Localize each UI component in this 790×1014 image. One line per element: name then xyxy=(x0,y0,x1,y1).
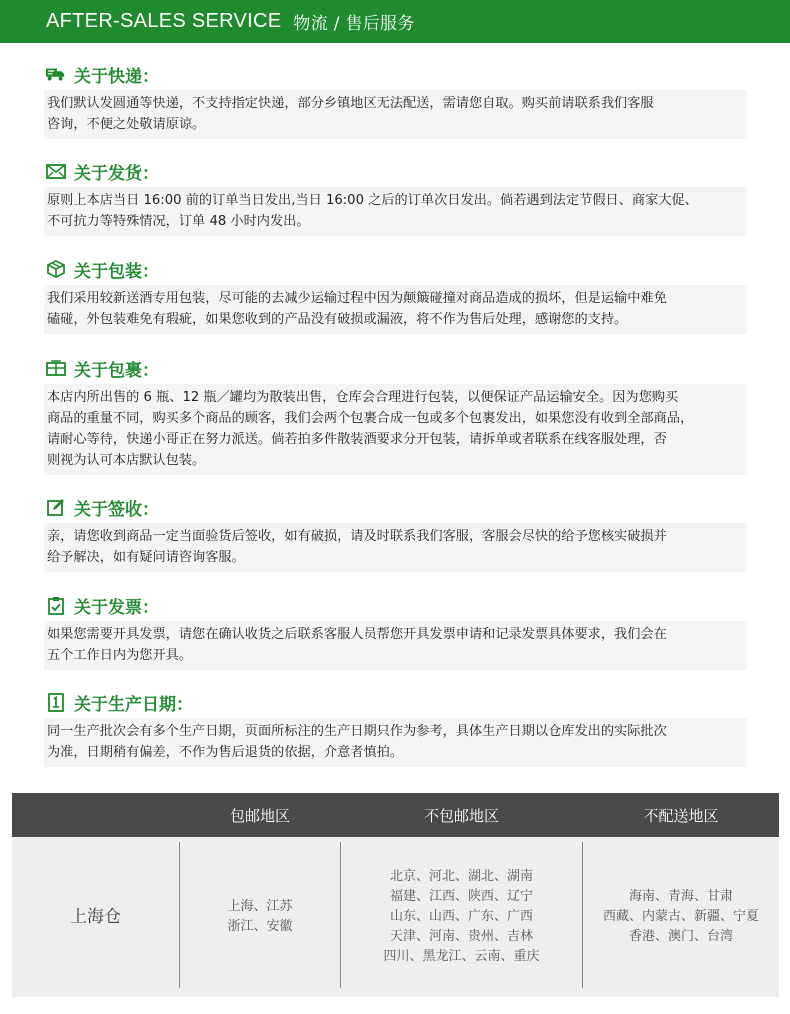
section-body: 本店内所出售的 6 瓶、12 瓶／罐均为散装出售，仓库会合理进行包装，以便保证产品运输安全。因为您购买 商品的重量不同，购买多个商品的顾客，我们会两个包裹合成一包或多个包裹发出，如果您没有收到全部商品， 请耐心等待，快递小哥正在努力派送。倘若拍多件散装酒要求分开包装，请拆单或者联系在线客服处理，否 则视为认可本店默认包装。 xyxy=(44,384,747,475)
table-header xyxy=(12,793,779,837)
no-delivery-cell: 海南、青海、甘肃 西藏、内蒙古、新疆、宁夏 香港、澳门、台湾 xyxy=(602,889,759,944)
not-free-shipping-cell: 北京、河北、湖北、湖南 福建、江西、陕西、辽宁 山东、山西、广东、广西 天津、河南、贵州、吉林 四川、黑龙江、云南、重庆 xyxy=(383,869,540,964)
header-no-delivery: 不配送地区 xyxy=(643,806,719,825)
envelope-icon xyxy=(46,162,66,180)
invoice-clipboard-icon xyxy=(46,596,66,614)
section-body: 我们采用较新送酒专用包装，尽可能的去减少运输过程中因为颠簸碰撞对商品造成的损坏，但是运输中难免 磕碰，外包装难免有瑕疵，如果您收到的产品没有破损或漏液，将不作为售后处理，感谢您的支持。 xyxy=(44,285,747,334)
section-signing xyxy=(44,495,747,572)
section-invoice xyxy=(44,593,747,670)
warehouse-cell: 上海仓 xyxy=(70,907,121,927)
section-packaging xyxy=(44,257,747,334)
shipping-region-table xyxy=(12,793,779,997)
page-header xyxy=(0,0,790,43)
section-title: 关于发票： xyxy=(46,593,747,617)
section-body: 同一生产批次会有多个生产日期，页面所标注的生产日期只作为参考，具体生产日期以仓库发出的实际批次 为准，日期稍有偏差，不作为售后退货的依据，介意者慎拍。 xyxy=(44,718,747,767)
table-row xyxy=(12,837,779,997)
section-express xyxy=(44,62,747,139)
section-title: 关于包装： xyxy=(46,257,747,281)
calendar-date-icon xyxy=(46,693,66,711)
section-body: 亲，请您收到商品一定当面验货后签收，如有破损，请及时联系我们客服，客服会尽快的给予您核实破损并 给予解决，如有疑问请咨询客服。 xyxy=(44,523,747,572)
section-body: 原则上本店当日 16:00 前的订单当日发出,当日 16:00 之后的订单次日发出。倘若遇到法定节假日、商家大促、 不可抗力等特殊情况，订单 48 小时内发出。 xyxy=(44,187,747,236)
package-box-icon xyxy=(46,260,66,278)
free-shipping-cell: 上海、江苏 浙江、安徽 xyxy=(227,899,293,934)
delivery-truck-icon xyxy=(46,65,66,83)
section-parcel xyxy=(44,356,747,475)
header-title-en: AFTER-SALES SERVICE xyxy=(46,10,282,32)
section-title: 关于包裹： xyxy=(46,356,747,380)
parcel-icon xyxy=(46,359,66,377)
section-title: 关于签收： xyxy=(46,495,747,519)
section-shipping xyxy=(44,159,747,236)
section-body: 我们默认发圆通等快递，不支持指定快递，部分乡镇地区无法配送，需请您自取。购买前请联系我们客服 咨询，不便之处敬请原谅。 xyxy=(44,90,747,139)
section-body: 如果您需要开具发票，请您在确认收货之后联系客服人员帮您开具发票申请和记录发票具体要求，我们会在 五个工作日内为您开具。 xyxy=(44,621,747,670)
section-title: 关于生产日期： xyxy=(46,690,747,714)
section-production-date xyxy=(44,690,747,767)
section-title: 关于快递： xyxy=(46,62,747,86)
header-not-free-shipping: 不包邮地区 xyxy=(423,806,499,825)
header-free-shipping: 包邮地区 xyxy=(229,806,290,825)
header-title-cn: 物流 / 售后服务 xyxy=(293,14,415,34)
section-title: 关于发货： xyxy=(46,159,747,183)
sign-edit-icon xyxy=(46,498,66,516)
